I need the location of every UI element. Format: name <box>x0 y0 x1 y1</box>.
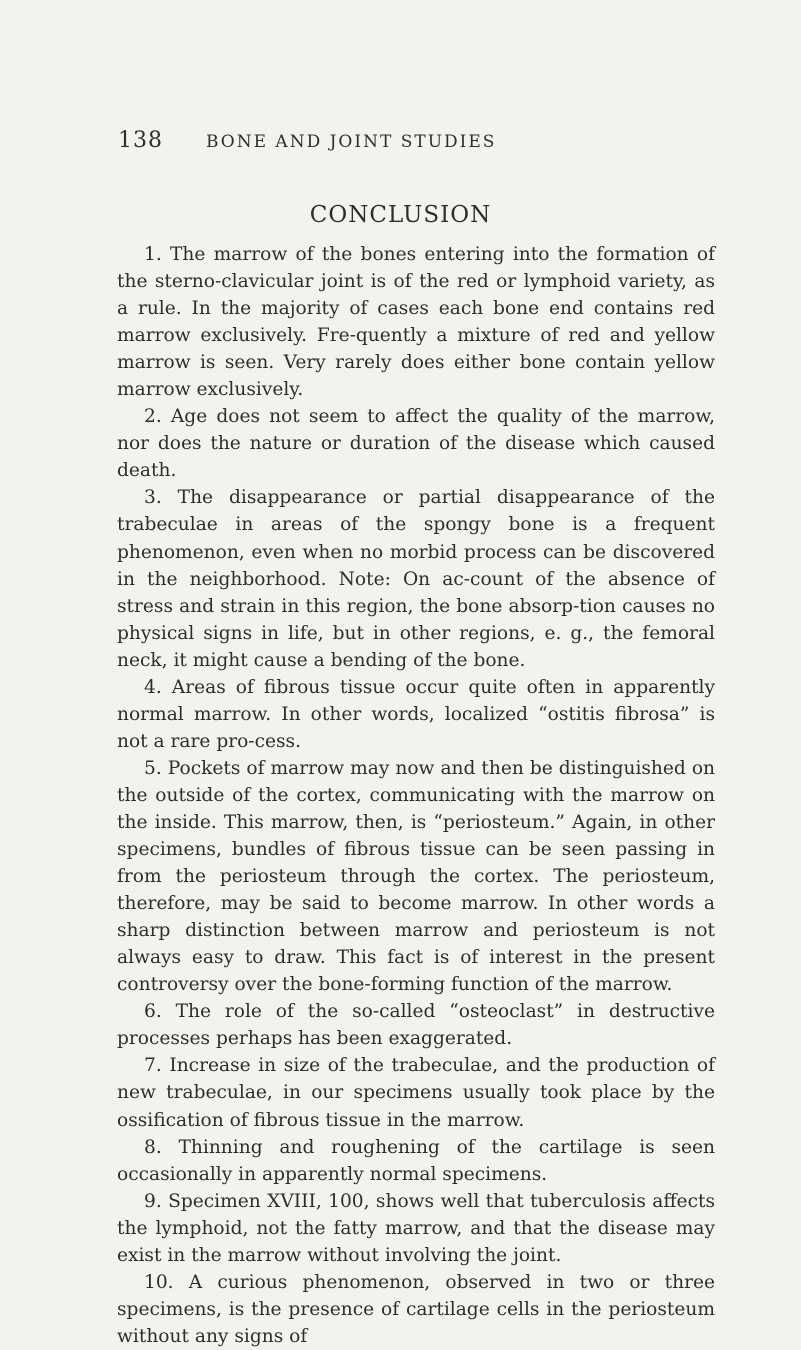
paragraph-10: 10. A curious phenomenon, observed in two or three specimens, is the presence of cartilage cells in the periosteum without any signs of <box>117 1271 715 1347</box>
paragraph-7: 7. Increase in size of the trabeculae, and the production of new trabeculae, in our specimens usually took place by the ossification of fibrous tissue in the marrow. <box>117 1055 715 1131</box>
paragraph-6: 6. The role of the so-called “osteoclast” in destructive processes perhaps has been exaggerated. <box>117 1001 715 1050</box>
paragraph-8: 8. Thinning and roughening of the cartilage is seen occasionally in apparently normal specimens. <box>117 1136 715 1185</box>
body-text <box>117 241 715 1350</box>
paragraph-3: 3. The disappearance or partial disappearance of the trabeculae in areas of the spongy bone is a frequent phenomenon, even when no morbid process can be discovered in the neighborhood. Note: On ac-count of the absence of stress and strain in this region, the bone absorp-tion causes no physical signs in life, but in other regions, e. g., the femoral neck, it might cause a bending of the bone. <box>117 487 715 671</box>
page-number: 138 <box>118 128 163 153</box>
paragraph-1: 1. The marrow of the bones entering into the formation of the sterno-clavicular joint is of the red or lymphoid variety, as a rule. In the majority of cases each bone end contains red marrow exclusively. Fre-quently a mixture of red and yellow marrow is seen. Very rarely does either bone contain yellow marrow exclusively. <box>117 244 715 401</box>
paragraph-2: 2. Age does not seem to affect the quality of the marrow, nor does the nature or duration of the disease which caused death. <box>117 406 715 482</box>
running-head: BONE AND JOINT STUDIES <box>206 132 497 152</box>
paragraph-9: 9. Specimen XVIII, 100, shows well that tuberculosis affects the lymphoid, not the fatty marrow, and that the disease may exist in the marrow without involving the joint. <box>117 1190 715 1266</box>
paragraph-5: 5. Pockets of marrow may now and then be distinguished on the outside of the cortex, communicating with the marrow on the inside. This marrow, then, is “periosteum.” Again, in other specimens, bundles of fibrous tissue can be seen passing in from the periosteum through the cortex. The periosteum, therefore, may be said to become marrow. In other words a sharp distinction between marrow and periosteum is not always easy to draw. This fact is of interest in the present controversy over the bone-forming function of the marrow. <box>117 757 715 996</box>
page-header <box>118 128 718 158</box>
section-title: CONCLUSION <box>309 202 492 228</box>
paragraph-4: 4. Areas of fibrous tissue occur quite often in apparently normal marrow. In other words, localized “ostitis fibrosa” is not a rare pro-cess. <box>117 676 715 752</box>
